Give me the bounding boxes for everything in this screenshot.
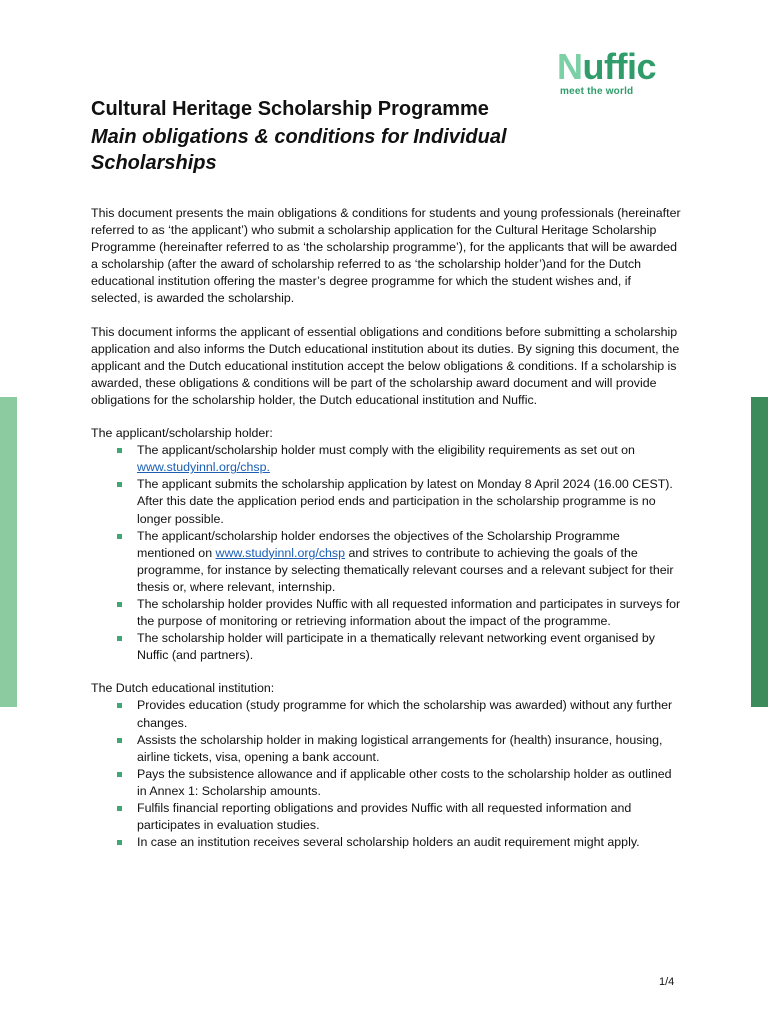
bullet-icon	[117, 772, 122, 777]
logo-tagline: meet the world	[560, 86, 634, 97]
list-item: Provides education (study programme for which the scholarship was awarded) without any further changes.	[137, 697, 681, 731]
document-title: Cultural Heritage Scholarship Programme	[91, 98, 489, 120]
document-body	[91, 205, 681, 867]
document-subtitle: Main obligations & conditions for Individual Scholarships	[91, 126, 507, 174]
bullet-icon	[117, 602, 122, 607]
list-item: The applicant/scholarship holder endorses the objectives of the Scholarship Programme mentioned on www.studyinnl.org/chsp and strives to contribute to achieving the goals of the programme, for instance by selecting thematically relevant courses and a relevant subject for their thesis or, where relevant, internship.	[137, 528, 681, 596]
list-item: Assists the scholarship holder in making logistical arrangements for (health) insurance, housing, airline tickets, visa, opening a bank account.	[137, 732, 681, 766]
list-item: The scholarship holder will participate in a thematically relevant networking event organised by Nuffic (and partners).	[137, 630, 681, 664]
bullet-icon	[117, 703, 122, 708]
section-heading-applicant: The applicant/scholarship holder:	[91, 426, 273, 441]
logo-wordmark: Nuffic	[557, 46, 656, 87]
bullet-icon	[117, 806, 122, 811]
bullet-icon	[117, 482, 122, 487]
list-item: Fulfils financial reporting obligations and provides Nuffic with all requested information and participates in evaluation studies.	[137, 800, 681, 834]
list-item: In case an institution receives several scholarship holders an audit requirement might apply.	[137, 834, 681, 851]
decorative-bar-right	[751, 397, 768, 707]
studyinnl-link[interactable]: www.studyinnl.org/chsp.	[137, 460, 270, 475]
decorative-bar-left	[0, 397, 17, 707]
bullet-icon	[117, 636, 122, 641]
bullet-icon	[117, 840, 122, 845]
list-item: Pays the subsistence allowance and if applicable other costs to the scholarship holder as outlined in Annex 1: Scholarship amounts.	[137, 766, 681, 800]
intro-paragraph: This document informs the applicant of essential obligations and conditions before submitting a scholarship application and also informs the Dutch educational institution about its duties. By signing this document, the applicant and the Dutch educational institution accept the below obligations & conditions. If a scholarship is awarded, these obligations & conditions will be part of the scholarship award document and will provide obligations for the scholarship holder, the Dutch educational institution and Nuffic.	[91, 324, 680, 407]
intro-paragraph: This document presents the main obligations & conditions for students and young professionals (hereinafter referred to as ‘the applicant’) who submit a scholarship application for the Cultural Heritage Scholarship Programme (hereinafter referred to as ‘the scholarship programme’), for the applicants that will be awarded a scholarship (after the award of scholarship referred to as ‘the scholarship holder’)and for the Dutch educational institution offering the master’s degree programme for which the student wishes and, if selected, is awarded the scholarship.	[91, 206, 681, 306]
list-item: The applicant submits the scholarship application by latest on Monday 8 April 2024 (16.00 CEST). After this date the application period ends and participation in the scholarship programme is no longer possible.	[137, 476, 681, 527]
page-number: 1/4	[659, 976, 675, 988]
list-item: The scholarship holder provides Nuffic with all requested information and participates in surveys for the purpose of monitoring or retrieving information about the impact of the programme.	[137, 596, 681, 630]
bullet-icon	[117, 534, 122, 539]
bullet-icon	[117, 738, 122, 743]
section-heading-institution: The Dutch educational institution:	[91, 681, 275, 696]
bullet-icon	[117, 448, 122, 453]
list-item: The applicant/scholarship holder must comply with the eligibility requirements as set out on www.studyinnl.org/chsp.	[137, 442, 681, 476]
applicant-obligations-list	[91, 442, 681, 664]
nuffic-logo	[557, 48, 697, 100]
studyinnl-link[interactable]: www.studyinnl.org/chsp	[215, 545, 346, 560]
institution-duties-list	[91, 697, 681, 851]
